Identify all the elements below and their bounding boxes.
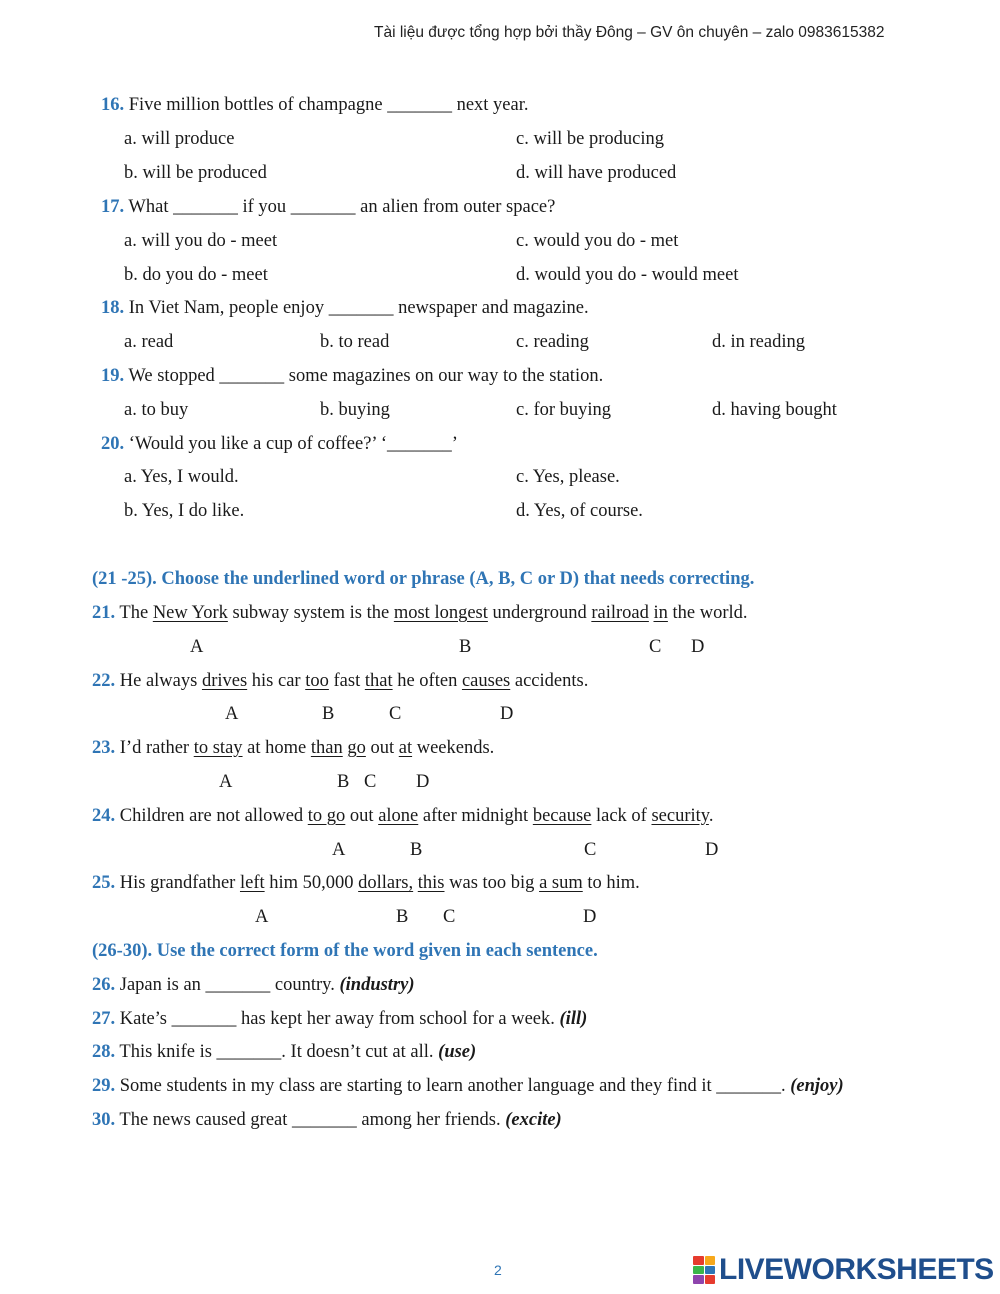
question-29	[92, 1075, 844, 1097]
question-number: 22.	[92, 671, 116, 691]
question-number: 28.	[92, 1042, 116, 1062]
option-c[interactable]: c. Yes, please.	[516, 467, 620, 487]
letter-c: C	[584, 840, 597, 860]
word-hint: (industry)	[339, 975, 415, 995]
sentence-part: underground	[487, 603, 592, 623]
sentence-part: lack of	[591, 806, 652, 826]
option-d[interactable]: d. in reading	[712, 332, 805, 352]
sentence-part: to him.	[582, 873, 640, 893]
underlined-c[interactable]: that	[364, 671, 393, 691]
option-c[interactable]: c. would you do - met	[516, 231, 679, 251]
question-24	[92, 805, 713, 827]
liveworksheets-logo-text: LIVEWORKSHEETS	[719, 1253, 994, 1286]
underlined-c[interactable]: go	[347, 738, 366, 758]
page-header: Tài liệu được tổng hợp bởi thầy Đông – GV ôn chuyên – zalo 0983615382	[374, 24, 885, 41]
letter-d: D	[583, 907, 597, 927]
option-d[interactable]: d. would you do - would meet	[516, 265, 739, 285]
sentence-part: accidents.	[510, 671, 589, 691]
underlined-c[interactable]: because	[532, 806, 592, 826]
letter-c: C	[443, 907, 456, 927]
question-text: Some students in my class are starting to learn another language and they find it _______.	[115, 1076, 791, 1096]
option-b[interactable]: b. Yes, I do like.	[124, 501, 245, 521]
underlined-d[interactable]: causes	[461, 671, 511, 691]
sentence-part: The	[115, 603, 153, 623]
section-heading-word-form: (26-30). Use the correct form of the word given in each sentence.	[92, 941, 598, 961]
question-number: 24.	[92, 806, 116, 826]
letter-a: A	[219, 772, 233, 792]
word-hint: (use)	[438, 1042, 477, 1062]
question-number: 19.	[101, 366, 125, 386]
letter-c: C	[389, 704, 402, 724]
sentence-part: weekends.	[412, 738, 495, 758]
question-text: Five million bottles of champagne _______ next year.	[124, 95, 529, 115]
option-a[interactable]: a. to buy	[124, 400, 189, 420]
letter-d: D	[691, 637, 705, 657]
question-text: In Viet Nam, people enjoy _______ newspaper and magazine.	[124, 298, 589, 318]
question-text: This knife is _______. It doesn’t cut at all.	[115, 1042, 439, 1062]
question-text: Japan is an _______ country.	[115, 975, 340, 995]
letter-a: A	[190, 637, 204, 657]
sentence-part: out	[365, 738, 399, 758]
question-30	[92, 1109, 562, 1131]
option-a[interactable]: a. Yes, I would.	[124, 467, 239, 487]
letter-b: B	[396, 907, 409, 927]
letter-b: B	[410, 840, 423, 860]
letter-b: B	[322, 704, 335, 724]
underlined-a[interactable]: drives	[201, 671, 248, 691]
option-c[interactable]: c. will be producing	[516, 129, 664, 149]
sentence-part: Children are not allowed	[115, 806, 308, 826]
section-heading-error-identification: (21 -25). Choose the underlined word or phrase (A, B, C or D) that needs correcting.	[92, 569, 755, 589]
question-number: 18.	[101, 298, 125, 318]
sentence-part: after midnight	[418, 806, 533, 826]
option-b[interactable]: b. buying	[320, 400, 390, 420]
letter-d: D	[705, 840, 719, 860]
underlined-d[interactable]: a sum	[539, 873, 583, 893]
sentence-part: out	[345, 806, 379, 826]
question-21	[92, 602, 748, 624]
option-b[interactable]: b. will be produced	[124, 163, 267, 183]
sentence-part: him 50,000	[264, 873, 359, 893]
question-17	[101, 196, 555, 218]
question-number: 21.	[92, 603, 116, 623]
sentence-part: His grandfather	[115, 873, 240, 893]
word-hint: (excite)	[505, 1110, 562, 1130]
option-d[interactable]: d. will have produced	[516, 163, 677, 183]
sentence-part: He always	[115, 671, 202, 691]
sentence-part: subway system is the	[227, 603, 394, 623]
question-number: 26.	[92, 975, 116, 995]
sentence-part: the world.	[667, 603, 748, 623]
underlined-d[interactable]: in	[653, 603, 668, 623]
underlined-a[interactable]: New York	[152, 603, 228, 623]
question-25	[92, 872, 640, 894]
underlined-b[interactable]: than	[310, 738, 343, 758]
underlined-d[interactable]: security	[651, 806, 709, 826]
underlined-b[interactable]: most longest	[393, 603, 488, 623]
question-number: 17.	[101, 197, 125, 217]
underlined-b[interactable]: alone	[378, 806, 419, 826]
option-b[interactable]: b. do you do - meet	[124, 265, 268, 285]
sentence-part: he often	[392, 671, 462, 691]
question-16	[101, 94, 528, 116]
letter-a: A	[332, 840, 346, 860]
option-a[interactable]: a. read	[124, 332, 174, 352]
question-27	[92, 1008, 587, 1030]
letter-d: D	[416, 772, 430, 792]
question-number: 16.	[101, 95, 125, 115]
option-a[interactable]: a. will produce	[124, 129, 235, 149]
question-23	[92, 737, 494, 759]
question-26	[92, 974, 415, 996]
sentence-part: I’d rather	[115, 738, 194, 758]
question-20	[101, 433, 458, 455]
option-b[interactable]: b. to read	[320, 332, 390, 352]
question-text: We stopped _______ some magazines on our way to the station.	[124, 366, 604, 386]
word-hint: (ill)	[559, 1009, 588, 1029]
sentence-part: his car	[247, 671, 306, 691]
question-28	[92, 1041, 476, 1063]
option-d[interactable]: d. Yes, of course.	[516, 501, 643, 521]
letter-c: C	[649, 637, 662, 657]
underlined-b[interactable]: dollars,	[358, 873, 414, 893]
question-text: ‘Would you like a cup of coffee?’ ‘_______’	[124, 434, 458, 454]
option-c[interactable]: c. for buying	[516, 400, 612, 420]
question-number: 25.	[92, 873, 116, 893]
question-text: The news caused great _______ among her friends.	[115, 1110, 506, 1130]
question-number: 30.	[92, 1110, 116, 1130]
letter-b: B	[337, 772, 350, 792]
question-text: What _______ if you _______ an alien from outer space?	[124, 197, 556, 217]
option-d[interactable]: d. having bought	[712, 400, 837, 420]
letter-a: A	[255, 907, 269, 927]
question-number: 23.	[92, 738, 116, 758]
sentence-part: .	[708, 806, 714, 826]
letter-b: B	[459, 637, 472, 657]
underlined-a[interactable]: to go	[307, 806, 346, 826]
question-number: 20.	[101, 434, 125, 454]
letter-d: D	[500, 704, 514, 724]
option-c[interactable]: c. reading	[516, 332, 589, 352]
word-hint: (enjoy)	[790, 1076, 844, 1096]
underlined-c[interactable]: this	[417, 873, 445, 893]
page-number: 2	[494, 1262, 502, 1278]
underlined-a[interactable]: to stay	[193, 738, 243, 758]
question-number: 29.	[92, 1076, 116, 1096]
underlined-c[interactable]: railroad	[591, 603, 649, 623]
liveworksheets-logo[interactable]	[693, 1252, 994, 1288]
liveworksheets-logo-icon	[693, 1256, 715, 1284]
sentence-part: was too big	[444, 873, 540, 893]
letter-a: A	[225, 704, 239, 724]
underlined-a[interactable]: left	[239, 873, 265, 893]
underlined-d[interactable]: at	[398, 738, 413, 758]
question-text: Kate’s _______ has kept her away from school for a week.	[115, 1009, 560, 1029]
sentence-part: at home	[242, 738, 311, 758]
option-a[interactable]: a. will you do - meet	[124, 231, 278, 251]
underlined-b[interactable]: too	[305, 671, 329, 691]
question-number: 27.	[92, 1009, 116, 1029]
letter-c: C	[364, 772, 377, 792]
question-22	[92, 670, 588, 692]
question-19	[101, 365, 603, 387]
sentence-part: fast	[328, 671, 365, 691]
question-18	[101, 297, 589, 319]
